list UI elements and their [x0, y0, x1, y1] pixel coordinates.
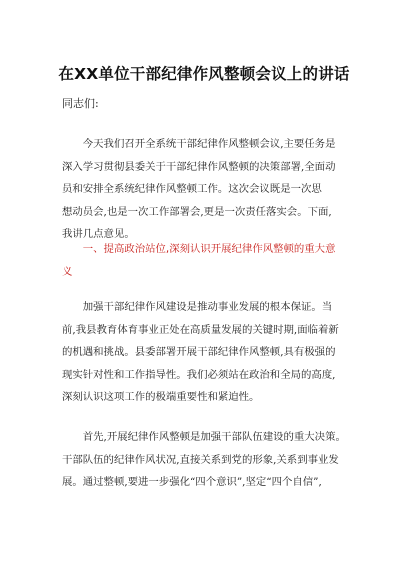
section-heading-1: [62, 238, 348, 283]
paragraph-line: 现实针对性和工作指导性。我们必须站在政治和全局的高度,: [62, 368, 336, 381]
paragraph-line: 展。通过整顿,要进一步强化“四个意识”,坚定“四个自信”,: [62, 476, 322, 488]
salutation: 同志们:: [62, 97, 99, 110]
paragraph-line: 深入学习贯彻县委关于干部纪律作风整顿的决策部署,全面动: [62, 160, 336, 173]
paragraph-line: 想动员会,也是一次工作部署会,更是一次责任落实会。下面,: [62, 205, 332, 218]
paragraph-line: 的机遇和挑战。县委部署开展干部纪律作风整顿,具有极强的: [62, 346, 336, 358]
paragraph-line: 深刻认识这项工作的极端重要性和紧迫性。: [62, 391, 260, 403]
paragraph-first-point: [62, 426, 348, 494]
paragraph-line: 我讲几点意见。: [62, 228, 135, 240]
heading-line: 义: [62, 265, 73, 278]
heading-line: 一、提高政治站位,深刻认识开展纪律作风整顿的重大意: [62, 243, 336, 255]
paragraph-line: 今天我们召开全系统干部纪律作风整顿会议,主要任务是: [62, 138, 336, 150]
paragraph-line: 员和安排全系统纪律作风整顿工作。这次会议既是一次思: [62, 183, 322, 195]
paragraph-line: 前,我县教育体育事业正处在高质量发展的关键时期,面临着新: [62, 323, 339, 336]
paragraph-line: 首先,开展纪律作风整顿是加强干部队伍建设的重大决策。: [62, 431, 346, 443]
document-title: 在XX单位干部纪律作风整顿会议上的讲话: [58, 65, 350, 83]
paragraph-intro: [62, 133, 348, 246]
paragraph-significance: [62, 296, 348, 409]
paragraph-line: 干部队伍的纪律作风状况,直接关系到党的形象,关系到事业发: [62, 453, 339, 466]
paragraph-line: 加强干部纪律作风建设是推动事业发展的根本保证。当: [62, 301, 333, 313]
